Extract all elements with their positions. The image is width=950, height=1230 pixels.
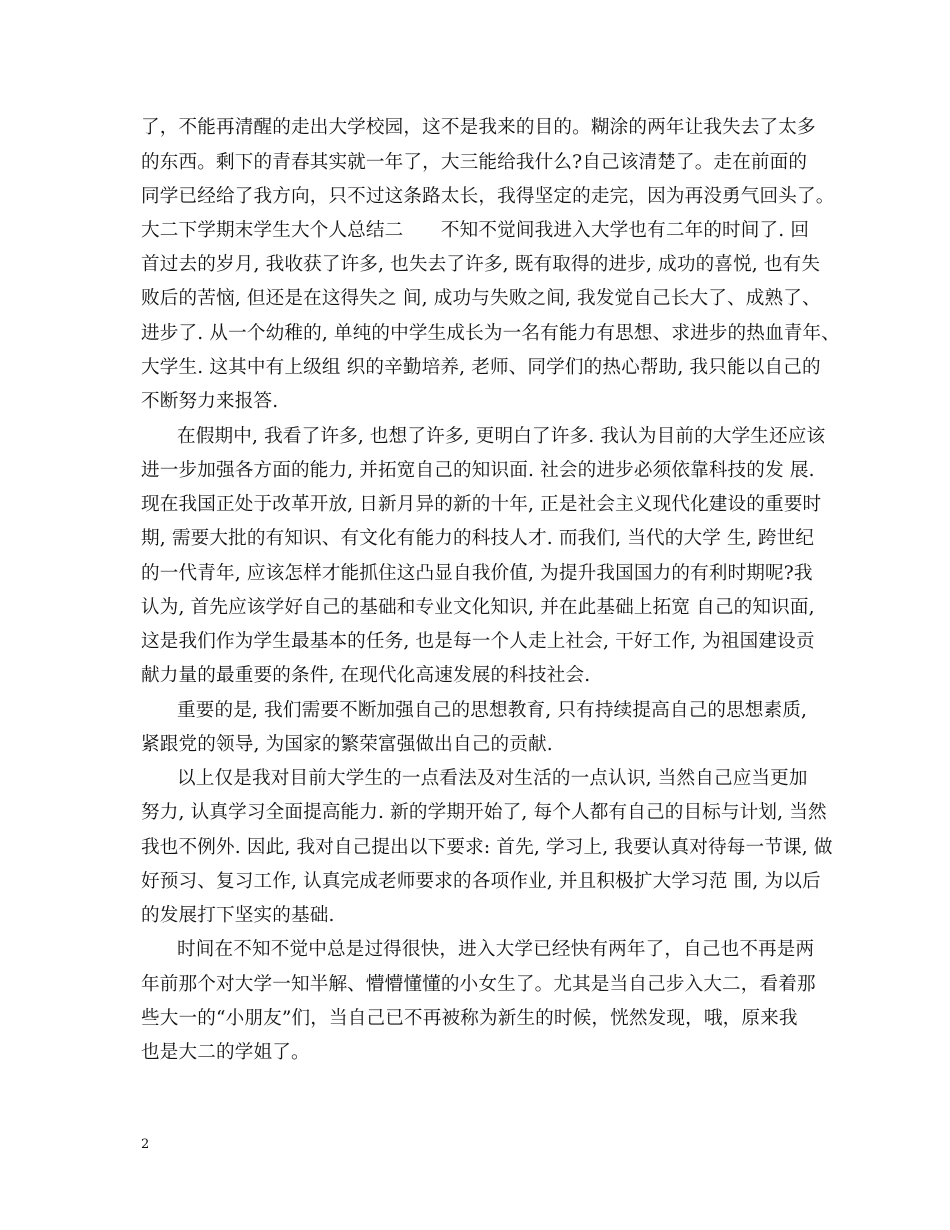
text-line: 的一代青年, 应该怎样才能抓住这凸显自我价值, 为提升我国国力的有利时期呢?我 bbox=[141, 563, 813, 584]
text-line: 些大一的“小朋友”们，当自己已不再被称为新生的时候，恍然发现，哦，原来我 bbox=[141, 1008, 798, 1029]
text-line: 了，不能再清醒的走出大学校园，这不是我来的目的。糊涂的两年让我失去了太多 bbox=[141, 117, 816, 138]
paragraph-first-line: 在假期中, 我看了许多, 也想了许多, 更明白了许多. 我认为目前的大学生还应该 bbox=[177, 426, 826, 447]
text-line: 好预习、复习工作, 认真完成老师要求的各项作业, 并且积极扩大学习范 围, 为以后 bbox=[141, 871, 821, 892]
text-line: 首过去的岁月, 我收获了许多, 也失去了许多, 既有取得的进步, 成功的喜悦, 也有失 bbox=[141, 254, 821, 275]
text-line: 的东西。剩下的青春其实就一年了，大三能给我什么?自己该清楚了。走在前面的 bbox=[141, 152, 808, 173]
text-line: 大学生. 这其中有上级组 织的辛勤培养, 老师、同学们的热心帮助, 我只能以自己的 bbox=[141, 357, 821, 378]
text-line: 我也不例外. 因此, 我对自己提出以下要求: 首先, 学习上, 我要认真对待每一节课, 做 bbox=[141, 837, 833, 858]
section-heading-line: 大二下学期末学生大个人总结二 不知不觉间我进入大学也有二年的时间了. 回 bbox=[141, 220, 810, 241]
text-line: 不断努力来报答. bbox=[141, 391, 279, 412]
text-line: 的发展打下坚实的基础. bbox=[141, 905, 335, 926]
text-line: 紧跟党的领导, 为国家的繁荣富强做出自己的贡献. bbox=[141, 734, 553, 755]
text-line: 败后的苦恼, 但还是在这得失之 间, 成功与失败之间, 我发觉自己长大了、成熟了、 bbox=[141, 288, 821, 309]
page-number: 2 bbox=[141, 1137, 150, 1152]
text-line: 献力量的最重要的条件, 在现代化高速发展的科技社会. bbox=[141, 665, 591, 686]
paragraph-first-line: 时间在不知不觉中总是过得很快，进入大学已经快有两年了，自己也不再是两 bbox=[177, 939, 815, 960]
text-line: 同学已经给了我方向，只不过这条路太长，我得坚定的走完，因为再没勇气回头了。 bbox=[141, 186, 835, 207]
paragraph-first-line: 重要的是, 我们需要不断加强自己的思想教育, 只有持续提高自己的思想素质, bbox=[177, 700, 808, 721]
text-line: 年前那个对大学一知半解、懵懵懂懂的小女生了。尤其是当自己步入大二，看着那 bbox=[141, 974, 816, 995]
text-line: 努力, 认真学习全面提高能力. 新的学期开始了, 每个人都有自己的目标与计划, 当然 bbox=[141, 802, 827, 823]
text-line: 也是大二的学姐了。 bbox=[141, 1042, 310, 1063]
paragraph-first-line: 以上仅是我对目前大学生的一点看法及对生活的一点认识, 当然自己应当更加 bbox=[177, 768, 808, 789]
text-line: 进一步加强各方面的能力, 并拓宽自己的知识面. 社会的进步必须依靠科技的发 展. bbox=[141, 460, 815, 481]
text-line: 这是我们作为学生最基本的任务, 也是每一个人走上社会, 干好工作, 为祖国建设贡 bbox=[141, 631, 815, 652]
text-line: 认为, 首先应该学好自己的基础和专业文化知识, 并在此基础上拓宽 自己的知识面, bbox=[141, 597, 815, 618]
text-line: 现在我国正处于改革开放, 日新月异的新的十年, 正是社会主义现代化建设的重要时 bbox=[141, 494, 822, 515]
text-line: 进步了. 从一个幼稚的, 单纯的中学生成长为一名有能力有思想、求进步的热血青年、 bbox=[141, 323, 841, 344]
text-line: 期, 需要大批的有知识、有文化有能力的科技人才. 而我们, 当代的大学 生, 跨世纪 bbox=[141, 528, 815, 549]
